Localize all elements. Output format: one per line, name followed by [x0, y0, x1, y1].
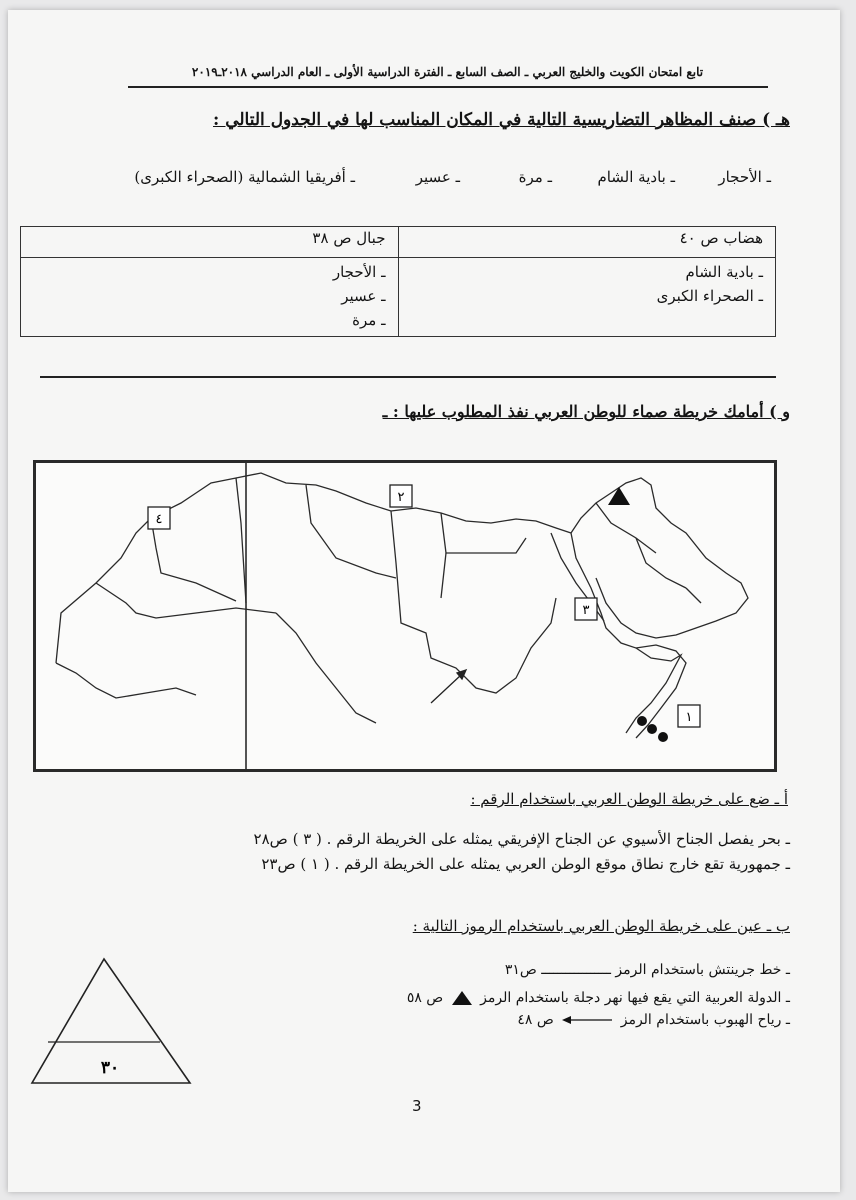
- features-list: [40, 168, 775, 198]
- triangle-icon: [452, 991, 472, 1005]
- border: [441, 553, 446, 598]
- plateaus-header: هضاب ص ٤٠: [398, 227, 776, 258]
- map-label-3: ٣: [582, 603, 590, 618]
- coastline: [626, 648, 681, 733]
- map-label-1: ١: [685, 710, 693, 725]
- arrow-symbol: [431, 670, 466, 703]
- question-w-title: و ) أمامك خريطة صماء للوطن العربي نفذ المطلوب عليها : ـ: [382, 402, 790, 421]
- part-b-page-ref: ص ٤٨: [517, 1012, 554, 1028]
- mountains-item: ـ الأحجار: [332, 263, 386, 281]
- part-a-item: ـ بحر يفصل الجناح الأسيوي عن الجناح الإفريقي يمثله على الخريطة الرقم . ( ٣ ) ص٢٨: [253, 830, 790, 848]
- coastline: [56, 473, 571, 663]
- border: [236, 478, 246, 603]
- mountains-item: ـ عسير: [341, 287, 386, 305]
- page-header: تابع امتحان الكويت والخليج العربي ـ الصف السابع ـ الفترة الدراسية الأولى ـ العام الدراسي ٢٠١٨ـ٢٠١٩: [191, 65, 704, 79]
- feature-item: ـ الأحجار: [718, 168, 771, 186]
- mountains-item: ـ مرة: [352, 311, 386, 329]
- triangle-score-icon: [30, 955, 194, 1087]
- part-b-item: ـ خط جرينتش باستخدام الرمز ـــــــــــــــــ ص٣١: [504, 962, 790, 978]
- map-drawing: [36, 463, 774, 769]
- border: [596, 503, 656, 553]
- part-b-title: ب ـ عين على خريطة الوطن العربي باستخدام الرموز التالية :: [412, 917, 790, 935]
- border: [636, 538, 686, 588]
- part-b-item-haboob: [517, 1012, 790, 1028]
- feature-item: ـ أفريقيا الشمالية (الصحراء الكبرى): [134, 168, 355, 186]
- section-divider: [40, 376, 776, 378]
- score-value: ٣٠: [100, 1058, 120, 1078]
- part-a-title: أ ـ ضع على خريطة الوطن العربي باستخدام الرقم :: [470, 790, 788, 808]
- plateaus-item: ـ الصحراء الكبرى: [656, 287, 763, 305]
- border: [276, 613, 376, 723]
- part-b-item-text: ـ الدولة العربية التي يقع فيها نهر دجلة باستخدام الرمز: [480, 990, 790, 1006]
- part-b-item-text: ـ رياح الهبوب باستخدام الرمز: [620, 1012, 790, 1028]
- border: [151, 518, 236, 601]
- map-label-2: ٢: [397, 490, 405, 505]
- score-triangle: [30, 955, 194, 1091]
- map-number-boxes: [148, 485, 700, 727]
- classification-table: [20, 226, 776, 337]
- plateaus-item: ـ بادية الشام: [685, 263, 763, 281]
- border: [96, 583, 276, 618]
- mountains-cell: [21, 258, 399, 337]
- arab-world-blank-map: [33, 460, 777, 772]
- part-b-item-tigris: [407, 990, 790, 1006]
- page-number: 3: [412, 1097, 422, 1115]
- triangle-symbol: [608, 487, 630, 505]
- feature-item: ـ مرة: [518, 168, 552, 186]
- arrow-left-icon: [562, 1015, 612, 1025]
- map-label-4: ٤: [155, 512, 163, 527]
- plateaus-cell: [398, 258, 776, 337]
- border: [306, 485, 396, 578]
- feature-item: ـ عسير: [415, 168, 460, 186]
- border: [686, 588, 701, 603]
- border: [56, 663, 196, 698]
- part-a-item: ـ جمهورية تقع خارج نطاق موقع الوطن العربي يمثله على الخريطة الرقم . ( ١ ) ص٢٣: [261, 855, 790, 873]
- header-underline: [128, 86, 768, 88]
- mountains-header: جبال ص ٣٨: [21, 227, 399, 258]
- question-h-title: هـ ) صنف المظاهر التضاريسية التالية في المكان المناسب لها في الجدول التالي :: [213, 110, 790, 130]
- border: [391, 511, 556, 693]
- feature-item: ـ بادية الشام: [597, 168, 675, 186]
- part-b-page-ref: ص ٥٨: [406, 990, 444, 1006]
